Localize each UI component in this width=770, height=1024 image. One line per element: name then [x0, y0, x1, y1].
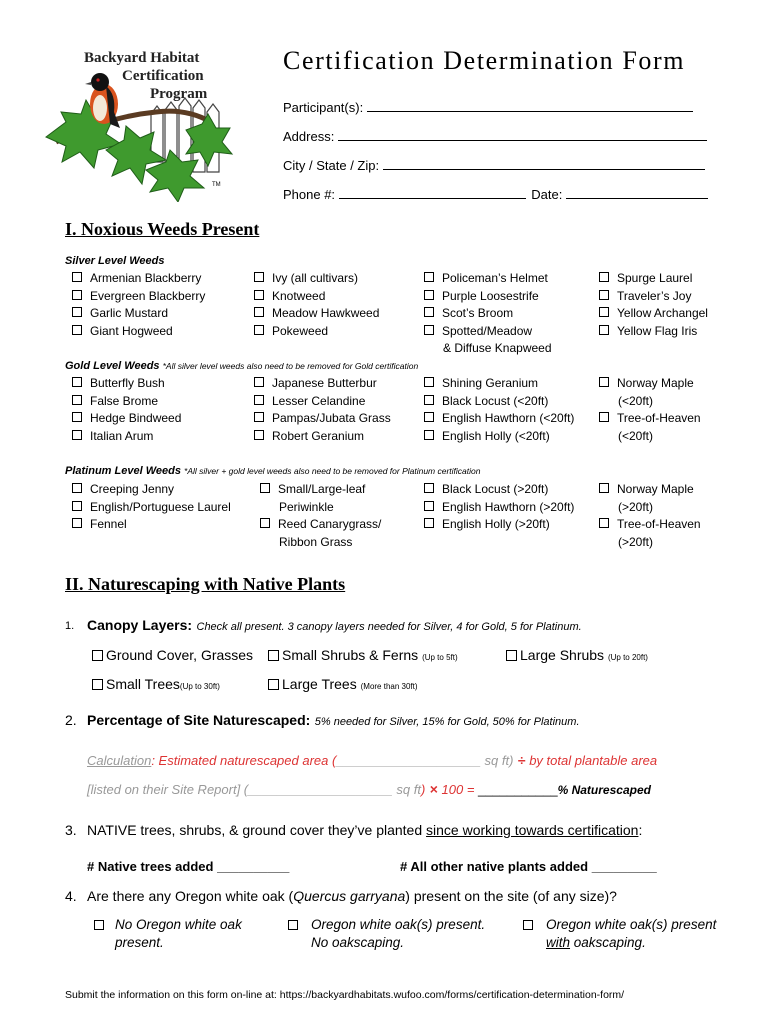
q3-text: NATIVE trees, shrubs, & ground cover they’ve planted [87, 822, 427, 838]
other-plants-field[interactable]: _________ [591, 859, 657, 874]
platinum-col-2 [260, 481, 381, 551]
silver-col-3 [424, 270, 552, 358]
weed-item[interactable]: Traveler’s Joy [599, 288, 708, 306]
q1-number: 1. [65, 620, 75, 632]
checkbox-icon[interactable] [254, 290, 264, 300]
address-field[interactable] [338, 128, 707, 141]
gold-level-title: Gold Level Weeds *All silver level weeds also need to be removed for Gold certification [65, 360, 419, 372]
gold-col-4 [599, 375, 701, 445]
other-plants-label: # All other native plants added [400, 859, 589, 874]
native-trees-row [87, 859, 289, 874]
gold-col-2 [254, 375, 391, 445]
weed-item[interactable]: Spurge Laurel [599, 270, 708, 288]
checkbox-icon[interactable] [260, 483, 270, 493]
program-logo [36, 42, 246, 202]
canopy-small-shrubs[interactable]: Small Shrubs & Ferns (Up to 5ft) [268, 647, 458, 663]
oak-option-present-with-oakscaping[interactable]: Oregon white oak(s) present with oakscaping. [523, 916, 716, 952]
platinum-col-4 [599, 481, 701, 551]
checkbox-icon[interactable] [599, 290, 609, 300]
weed-item[interactable]: Japanese Butterbur [254, 375, 391, 393]
city-label: City / State / Zip: [283, 158, 380, 173]
checkbox-icon[interactable] [254, 377, 264, 387]
calculation-label: Calculation [87, 753, 152, 768]
weed-item[interactable]: Norway Maple [599, 481, 701, 499]
weed-item[interactable]: Giant Hogweed [72, 323, 205, 341]
weed-item[interactable]: Small/Large-leaf [260, 481, 381, 499]
checkbox-icon[interactable] [72, 430, 82, 440]
q1-line [87, 617, 582, 635]
form-title: Certification Determination Form [283, 46, 686, 75]
weed-item-continued: (<20ft) [618, 428, 654, 443]
percent-result-field[interactable]: ___________ [478, 782, 558, 797]
checkbox-icon[interactable] [254, 272, 264, 282]
checkbox-icon[interactable] [72, 412, 82, 422]
platinum-col-3 [424, 481, 574, 534]
checkbox-icon[interactable] [424, 377, 434, 387]
platinum-level-title: Platinum Level Weeds *All silver + gold level weeds also need to be removed for Platinum certification [65, 465, 481, 477]
calculation-line-1: Calculation: Estimated naturescaped area (____________________ sq ft) ÷ by total plantable area [87, 752, 658, 768]
checkbox-icon[interactable] [424, 501, 434, 511]
checkbox-icon[interactable] [599, 377, 609, 387]
silver-level-title: Silver Level Weeds [65, 255, 165, 267]
canopy-ground-cover[interactable]: Ground Cover, Grasses [92, 647, 253, 663]
checkbox-icon[interactable] [72, 483, 82, 493]
checkbox-icon[interactable] [254, 430, 264, 440]
checkbox-icon[interactable] [599, 272, 609, 282]
checkbox-icon[interactable] [506, 650, 517, 661]
checkbox-icon[interactable] [72, 290, 82, 300]
checkbox-icon[interactable] [268, 650, 279, 661]
weed-item[interactable]: Spotted/Meadow [424, 323, 552, 341]
naturescaped-area-field[interactable]: ____________________ [336, 753, 481, 768]
weed-item[interactable]: Norway Maple [599, 375, 701, 393]
weed-item[interactable]: Black Locust (<20ft) [424, 393, 574, 411]
weed-item[interactable]: Italian Arum [72, 428, 181, 446]
checkbox-icon[interactable] [72, 307, 82, 317]
checkbox-icon[interactable] [72, 272, 82, 282]
canopy-large-trees[interactable]: Large Trees (More than 30ft) [268, 676, 418, 692]
weed-item[interactable]: Garlic Mustard [72, 305, 205, 323]
checkbox-icon[interactable] [599, 325, 609, 335]
checkbox-icon[interactable] [288, 920, 298, 930]
calculation-line-2: [listed on their Site Report] (____________________ sq ft) × 100 = ___________% Naturescaped [87, 781, 651, 797]
weed-item[interactable]: Armenian Blackberry [72, 270, 205, 288]
weed-item[interactable]: English Holly (<20ft) [424, 428, 574, 446]
other-plants-row [400, 859, 657, 874]
checkbox-icon[interactable] [599, 483, 609, 493]
q4-line: Are there any Oregon white oak (Quercus garryana) present on the site (of any size)? [87, 888, 617, 904]
weed-item[interactable]: Pokeweed [254, 323, 379, 341]
q3-underlined: since working towards certification [426, 822, 639, 838]
city-row [283, 157, 705, 173]
weed-item-continued: & Diffuse Knapweed [443, 341, 552, 355]
canopy-large-shrubs[interactable]: Large Shrubs (Up to 20ft) [506, 647, 648, 663]
logo-line-3: Program [150, 86, 208, 102]
logo-line-1: Backyard Habitat [84, 50, 200, 66]
checkbox-icon[interactable] [72, 377, 82, 387]
checkbox-icon[interactable] [424, 325, 434, 335]
weed-item-continued: (<20ft) [618, 393, 654, 408]
checkbox-icon[interactable] [72, 395, 82, 405]
silver-col-1 [72, 270, 205, 340]
section-2-heading: II. Naturescaping with Native Plants [65, 574, 346, 594]
date-field[interactable] [566, 186, 708, 199]
participant-label: Participant(s): [283, 100, 364, 115]
weed-item[interactable]: Hedge Bindweed [72, 410, 181, 428]
weed-item-continued: Periwinkle [279, 499, 334, 514]
logo-trademark: TM [212, 182, 221, 188]
weed-item[interactable]: Robert Geranium [254, 428, 391, 446]
weed-item[interactable]: Yellow Flag Iris [599, 323, 708, 341]
checkbox-icon[interactable] [424, 412, 434, 422]
weed-item[interactable]: Knotweed [254, 288, 379, 306]
oak-option-none[interactable]: No Oregon white oak present. [94, 916, 242, 952]
checkbox-icon[interactable] [94, 920, 104, 930]
oak-option-present-no-oakscaping[interactable]: Oregon white oak(s) present. No oakscaping. [288, 916, 485, 952]
phone-label: Phone #: [283, 187, 336, 202]
gold-level-note: *All silver level weeds also need to be removed for Gold certification [162, 361, 419, 371]
gold-col-1 [72, 375, 181, 445]
logo-line-2: Certification [122, 68, 204, 84]
weed-item[interactable]: Butterfly Bush [72, 375, 181, 393]
weed-item-continued: Ribbon Grass [279, 534, 353, 549]
checkbox-icon[interactable] [523, 920, 533, 930]
silver-col-2 [254, 270, 379, 340]
divide-icon: ÷ [517, 752, 526, 768]
checkbox-icon[interactable] [424, 518, 434, 528]
weed-item[interactable]: Tree-of-Heaven [599, 516, 701, 534]
q1-desc: Check all present. 3 canopy layers needed for Silver, 4 for Gold, 5 for Platinum. [196, 621, 582, 633]
platinum-col-1 [72, 481, 231, 534]
checkbox-icon[interactable] [424, 395, 434, 405]
checkbox-icon[interactable] [599, 307, 609, 317]
weed-item[interactable]: English Hawthorn (<20ft) [424, 410, 574, 428]
participant-field[interactable] [367, 99, 693, 112]
checkbox-icon[interactable] [424, 430, 434, 440]
weed-item[interactable]: Scot’s Broom [424, 305, 552, 323]
weed-item[interactable]: Reed Canarygrass/ [260, 516, 381, 534]
participant-row [283, 99, 693, 115]
checkbox-icon[interactable] [92, 679, 103, 690]
q4-number: 4. [65, 888, 77, 904]
checkbox-icon[interactable] [92, 650, 103, 661]
q3-line: NATIVE trees, shrubs, & ground cover they’ve planted since working towards certification: [87, 822, 643, 838]
q1-label: Canopy Layers: [87, 617, 193, 633]
silver-col-4 [599, 270, 708, 340]
weed-item[interactable]: Ivy (all cultivars) [254, 270, 379, 288]
q2-number: 2. [65, 712, 77, 728]
q2-line [87, 712, 580, 730]
weed-item[interactable]: Fennel [72, 516, 231, 534]
checkbox-icon[interactable] [424, 307, 434, 317]
checkbox-icon[interactable] [424, 483, 434, 493]
weed-item[interactable]: English Hawthorn (>20ft) [424, 499, 574, 517]
q3-number: 3. [65, 822, 77, 838]
checkbox-icon[interactable] [72, 501, 82, 511]
weed-item[interactable]: Policeman’s Helmet [424, 270, 552, 288]
weed-item[interactable]: Black Locust (>20ft) [424, 481, 574, 499]
weed-item[interactable]: Evergreen Blackberry [72, 288, 205, 306]
date-label: Date: [531, 187, 563, 202]
platinum-level-note: *All silver + gold level weeds also need to be removed for Platinum certification [184, 466, 481, 476]
canopy-small-trees[interactable]: Small Trees(Up to 30ft) [92, 676, 220, 692]
checkbox-icon[interactable] [72, 518, 82, 528]
phone-field[interactable] [339, 186, 526, 199]
multiply-icon: × [429, 781, 438, 797]
q2-label: Percentage of Site Naturescaped: [87, 712, 311, 728]
checkbox-icon[interactable] [260, 518, 270, 528]
address-row [283, 128, 707, 144]
gold-col-3 [424, 375, 574, 445]
checkbox-icon[interactable] [599, 518, 609, 528]
checkbox-icon[interactable] [599, 412, 609, 422]
checkbox-icon[interactable] [424, 290, 434, 300]
weed-item[interactable]: Pampas/Jubata Grass [254, 410, 391, 428]
city-field[interactable] [383, 157, 705, 170]
weed-item[interactable]: Creeping Jenny [72, 481, 231, 499]
checkbox-icon[interactable] [254, 395, 264, 405]
q4-latin-name: Quercus garryana [293, 888, 406, 904]
checkbox-icon[interactable] [254, 325, 264, 335]
weed-item[interactable]: Shining Geranium [424, 375, 574, 393]
section-1-heading: I. Noxious Weeds Present [65, 219, 260, 239]
checkbox-icon[interactable] [424, 272, 434, 282]
weed-item[interactable]: English Holly (>20ft) [424, 516, 574, 534]
native-trees-label: # Native trees added [87, 859, 214, 874]
plantable-area-field[interactable]: ____________________ [248, 782, 393, 797]
submit-footer: Submit the information on this form on-line at: https://backyardhabitats.wufoo.com/forms/certification-determination-form/ [65, 989, 625, 1001]
weed-item[interactable]: Lesser Celandine [254, 393, 391, 411]
phone-row [283, 186, 708, 202]
weed-item[interactable]: Meadow Hawkweed [254, 305, 379, 323]
native-trees-field[interactable]: __________ [217, 859, 290, 874]
weed-item[interactable]: English/Portuguese Laurel [72, 499, 231, 517]
checkbox-icon[interactable] [72, 325, 82, 335]
address-label: Address: [283, 129, 335, 144]
checkbox-icon[interactable] [254, 412, 264, 422]
weed-item[interactable]: Tree-of-Heaven [599, 410, 701, 428]
weed-item[interactable]: Yellow Archangel [599, 305, 708, 323]
weed-item[interactable]: False Brome [72, 393, 181, 411]
checkbox-icon[interactable] [254, 307, 264, 317]
weed-item[interactable]: Purple Loosestrife [424, 288, 552, 306]
q2-desc: 5% needed for Silver, 15% for Gold, 50% for Platinum. [314, 716, 580, 728]
weed-item-continued: (>20ft) [618, 499, 654, 514]
weed-item-continued: (>20ft) [618, 534, 654, 549]
checkbox-icon[interactable] [268, 679, 279, 690]
